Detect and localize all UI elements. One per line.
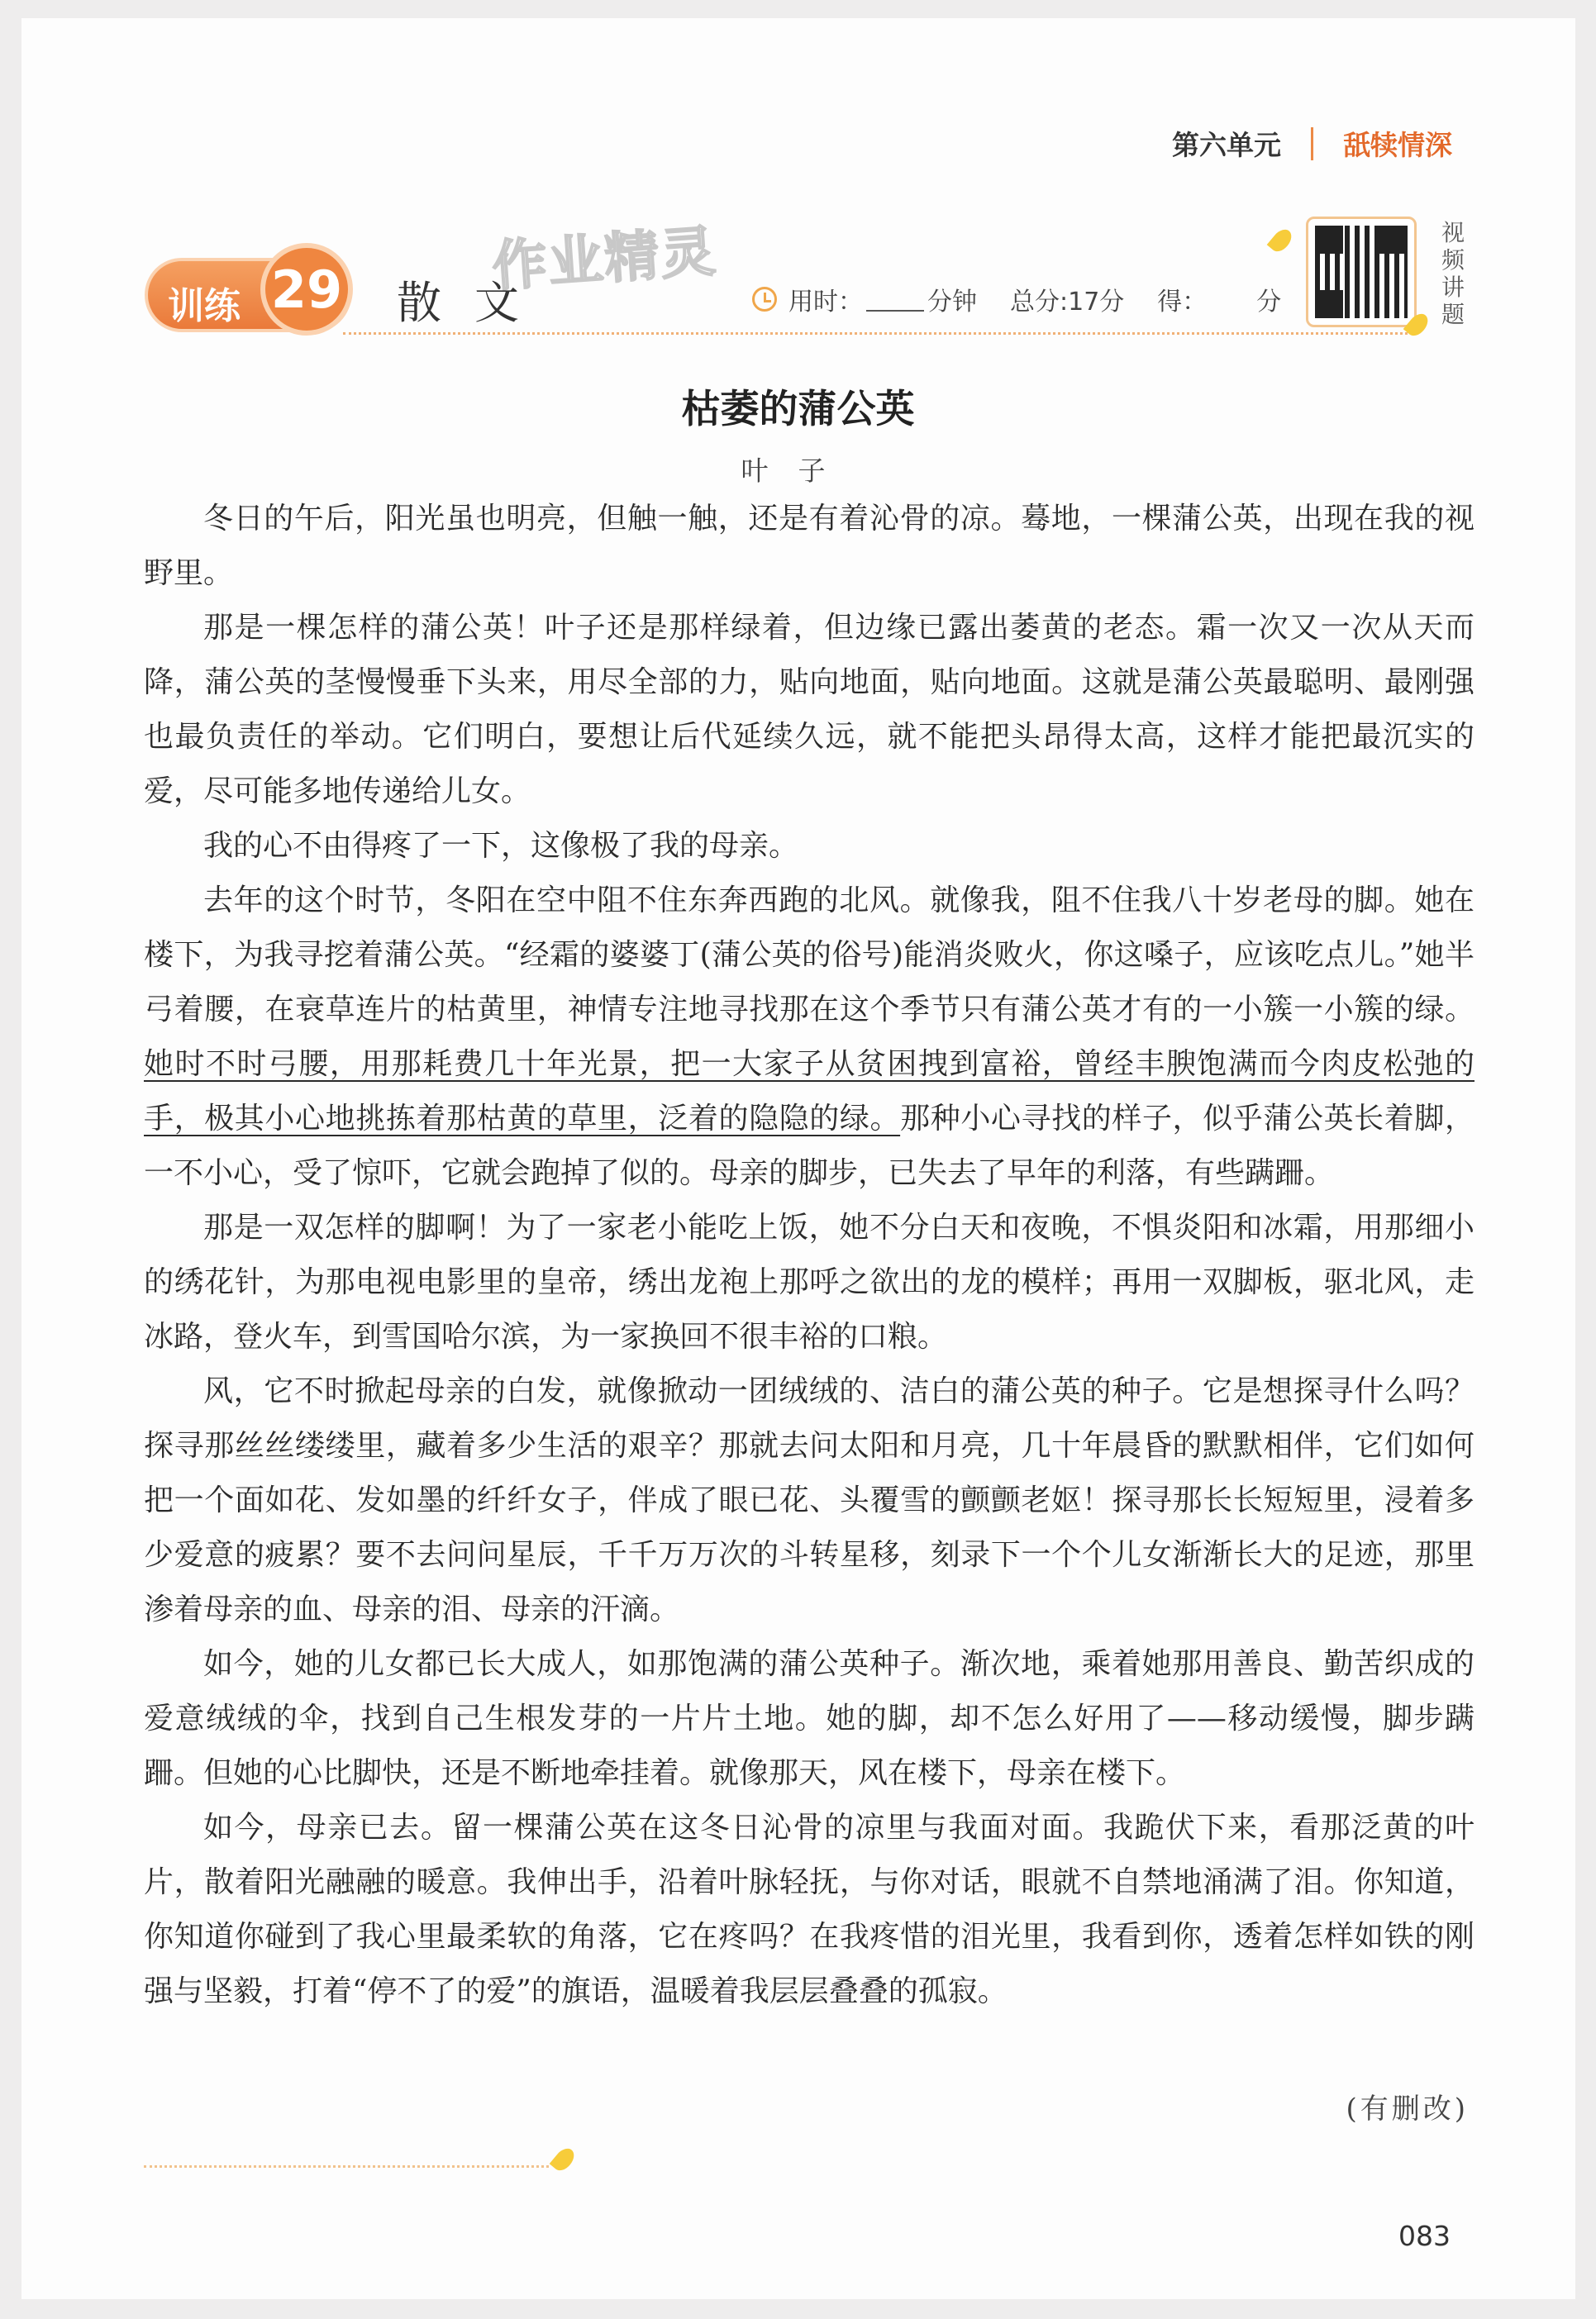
score-unit: 分: [1256, 288, 1282, 317]
exercise-header: [145, 248, 1293, 339]
paragraph: [144, 874, 1475, 1201]
article-body: [144, 492, 1475, 2019]
paragraph: 如今，她的儿女都已长大成人，如那饱满的蒲公英种子。渐次地，乘着她那用善良、勤苦织成的爱意绒绒的伞，找到自己生根发芽的一片片土地。她的脚，却不怎么好用了——移动缓慢，脚步蹒跚。但她的心比脚快，还是不断地牵挂着。就像那天，风在楼下，母亲在楼下。: [144, 1647, 1475, 1790]
watermark: 作业精灵: [490, 219, 719, 299]
unit-separator: [1311, 127, 1313, 160]
badge-label: 训练: [168, 285, 241, 327]
paragraph: 冬日的午后，阳光虽也明亮，但触一触，还是有着沁骨的凉。蓦地，一棵蒲公英，出现在我的视野里。: [144, 502, 1475, 590]
total-score: 总分:17分: [1010, 288, 1125, 317]
paragraph: 如今，母亲已去。留一棵蒲公英在这冬日沁骨的凉里与我面对面。我跪伏下来，看那泛黄的叶片，散着阳光融融的暖意。我伸出手，沿着叶脉轻抚，与你对话，眼就不自禁地涌满了泪。你知道，你知道你碰到了我心里最柔软的角落，它在疼吗？在我疼惜的泪光里，我看到你，透着怎样如铁的刚强与坚毅，打着“停不了的爱”的旗语，温暖着我层层叠叠的孤寂。: [144, 1811, 1475, 2008]
footer-dotted-line: [144, 2165, 549, 2168]
badge-number: 29: [260, 243, 353, 336]
unit-theme: 舐犊情深: [1343, 129, 1452, 161]
edit-note: (有删改): [1346, 2093, 1469, 2126]
paragraph: 风，它不时掀起母亲的白发，就像掀动一团绒绒的、洁白的蒲公英的种子。它是想探寻什么吗？探寻那丝丝缕缕里，藏着多少生活的艰辛？那就去问太阳和月亮，几十年晨昏的默默相伴，它们如何把一个面如花、发如墨的纤纤女子，伴成了眼已花、头覆雪的颤颤老妪！探寻那长长短短里，浸着多少爱意的疲累？要不去问问星辰，千千万万次的斗转星移，刻录下一个个儿女渐渐长大的足迹，那里渗着母亲的血、母亲的泪、母亲的汗滴。: [144, 1374, 1475, 1626]
unit-label: 第六单元: [1172, 129, 1281, 161]
clock-icon: [752, 287, 777, 312]
score-bar: [752, 281, 1281, 317]
qr-code-icon[interactable]: [1306, 217, 1417, 327]
time-unit: 分钟: [927, 288, 977, 317]
score-label: 得：: [1157, 288, 1208, 317]
time-blank[interactable]: [866, 287, 924, 312]
paragraph: 那是一双怎样的脚啊！为了一家老小能吃上饭，她不分白天和夜晚，不惧炎阳和冰霜，用那细小的绣花针，为那电视电影里的皇帝，绣出龙袍上那呼之欲出的龙的模样；再用一双脚板，驱北风，走冰路，登火车，到雪国哈尔滨，为一家换回不很丰裕的口粮。: [144, 1211, 1475, 1354]
video-label: 视频讲题: [1441, 219, 1465, 328]
article-author: 叶子: [741, 455, 855, 487]
paragraph: 那是一棵怎样的蒲公英！叶子还是那样绿着，但边缘已露出萎黄的老态。霜一次又一次从天而降，蒲公英的茎慢慢垂下头来，用尽全部的力，贴向地面，贴向地面。这就是蒲公英最聪明、最刚强也最负责任的举动。它们明白，要想让后代延续久远，就不能把头昂得太高，这样才能把最沉实的爱，尽可能多地传递给儿女。: [144, 611, 1475, 808]
paragraph-text: 去年的这个时节，冬阳在空中阻不住东奔西跑的北风。就像我，阻不住我八十岁老母的脚。她在楼下，为我寻挖着蒲公英。“经霜的婆婆丁(蒲公英的俗号)能消炎败火，你这嗓子，应该吃点儿。”她半弓着腰，在衰草连片的枯黄里，神情专注地寻找那在这个季节只有蒲公英才有的一小簇一小簇的绿。: [144, 883, 1475, 1026]
underlined-sentence: 她时不时弓腰，用那耗费几十年光景，把一大家子从贫困拽到富裕，曾经丰腴饱满而今肉皮松弛的手，极其小心地挑拣着那枯黄的草里，泛着的隐隐的绿。: [144, 1047, 1475, 1136]
header-dotted-line: [343, 332, 1417, 335]
page-number: 083: [1398, 2220, 1451, 2252]
article-title: 枯萎的蒲公英: [681, 387, 915, 432]
unit-header: [1172, 124, 1452, 163]
paragraph-text: 那种小心寻找的样子，似乎蒲公英长着脚，一不小心，受了惊吓，它就会跑掉了似的。母亲的脚步，已失去了早年的利落，有些蹒跚。: [144, 1102, 1475, 1190]
paragraph: 我的心不由得疼了一下，这像极了我的母亲。: [203, 829, 799, 863]
section-type: 散文: [397, 277, 552, 329]
time-label: 用时：: [788, 288, 863, 317]
